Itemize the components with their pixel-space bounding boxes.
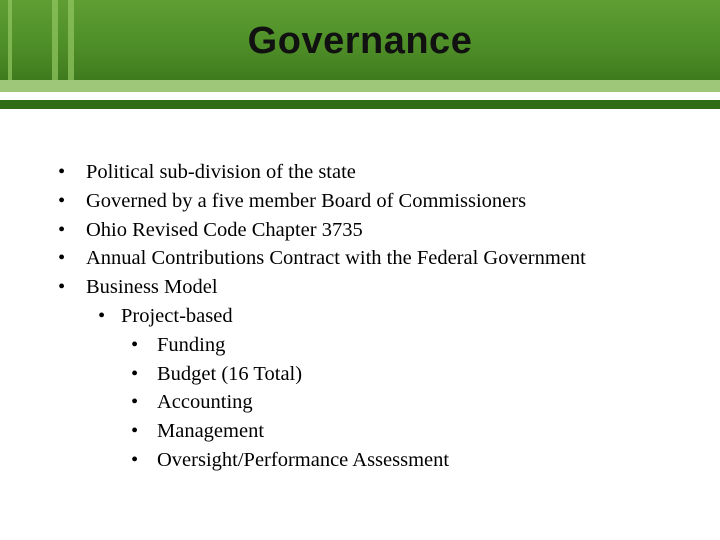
title-banner [0, 0, 720, 80]
sub-sub-bullet-text: Funding [157, 333, 226, 356]
sub-sub-bullet-item [0, 446, 720, 475]
bullet-marker: • [58, 247, 66, 270]
bullet-marker: • [131, 333, 139, 356]
bullet-text: Governed by a five member Board of Commissioners [86, 189, 527, 212]
bullet-item [0, 216, 720, 245]
sub-sub-bullet-text: Management [157, 420, 265, 443]
bullet-marker: • [58, 276, 66, 299]
bullet-marker: • [58, 218, 66, 241]
sub-sub-bullet-text: Oversight/Performance Assessment [157, 448, 450, 471]
bullet-text: Political sub-division of the state [86, 161, 356, 183]
sub-bullet-text: Project-based [121, 304, 233, 327]
bullet-marker: • [131, 420, 139, 443]
header-band-light [0, 80, 720, 92]
sub-sub-bullet-item [0, 417, 720, 446]
bullet-marker: • [58, 161, 66, 183]
bullet-marker: • [131, 362, 139, 385]
bullet-item [0, 244, 720, 273]
sub-sub-bullet-item [0, 388, 720, 417]
sub-sub-bullet-text: Budget (16 Total) [157, 362, 303, 385]
bullet-item [0, 158, 720, 187]
sub-sub-bullet-item [0, 360, 720, 389]
bullet-item [0, 273, 720, 302]
bullet-marker: • [131, 448, 139, 471]
header-band-dark [0, 100, 720, 109]
sub-sub-bullet-item [0, 331, 720, 360]
bullet-text: Business Model [86, 276, 218, 299]
slide-title: Governance [247, 20, 473, 62]
bullet-marker: • [58, 189, 66, 212]
bullet-marker: • [131, 391, 139, 414]
bullet-list [0, 158, 720, 475]
sub-sub-bullet-text: Accounting [157, 391, 253, 414]
bullet-marker: • [98, 304, 106, 327]
bullet-text: Annual Contributions Contract with the Federal Government [86, 247, 586, 270]
sub-bullet-item [0, 302, 720, 331]
bullet-text: Ohio Revised Code Chapter 3735 [86, 218, 363, 241]
bullet-item [0, 187, 720, 216]
